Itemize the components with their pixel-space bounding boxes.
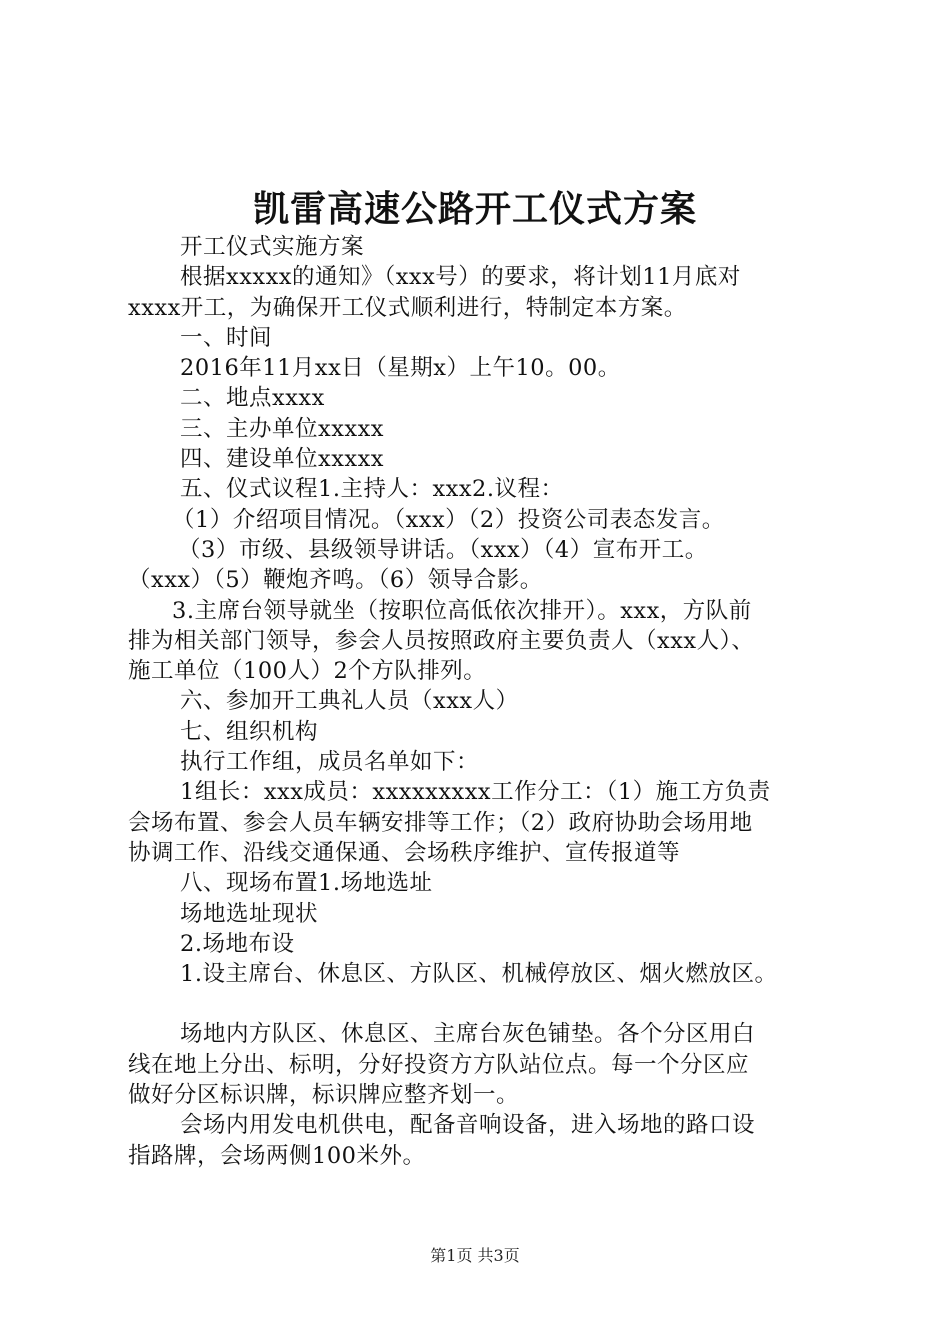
section-heading: 六、参加开工典礼人员（xxx人） bbox=[180, 688, 519, 715]
paragraph-line: xxxx开工，为确保开工仪式顺利进行，特制定本方案。 bbox=[128, 294, 687, 321]
paragraph-line: 2.场地布设 bbox=[180, 930, 295, 957]
paragraph-line: 会场内用发电机供电，配备音响设备，进入场地的路口设 bbox=[180, 1112, 756, 1139]
paragraph-line: 场地内方队区、休息区、主席台灰色铺垫。各个分区用白 bbox=[180, 1021, 756, 1048]
paragraph-line: 执行工作组，成员名单如下： bbox=[180, 749, 480, 776]
paragraph-line: 场地选址现状 bbox=[180, 900, 319, 927]
paragraph-line: 协调工作、沿线交通保通、会场秩序维护、宣传报道等 bbox=[128, 839, 681, 866]
section-heading: 五、仪式议程1.主持人：xxx2.议程： bbox=[180, 476, 564, 503]
paragraph-line: 1.设主席台、休息区、方队区、机械停放区、烟火燃放区。 bbox=[180, 961, 778, 988]
section-heading: 四、建设单位xxxxx bbox=[180, 446, 384, 473]
paragraph-line: 开工仪式实施方案 bbox=[180, 234, 365, 260]
paragraph-line: （3）市级、县级领导讲话。（xxx）（4）宣布开工。 bbox=[178, 536, 708, 563]
paragraph-line: （1）介绍项目情况。（xxx）（2）投资公司表态发言。 bbox=[172, 506, 725, 533]
paragraph-line: 2016年11月xx日（星期x）上午10。00。 bbox=[180, 355, 621, 382]
document-title: 凯雷高速公路开工仪式方案 bbox=[252, 188, 697, 230]
paragraph-line: （xxx）（5）鞭炮齐鸣。（6）领导合影。 bbox=[128, 567, 543, 594]
section-heading: 八、现场布置1.场地选址 bbox=[180, 870, 433, 897]
paragraph-line: 做好分区标识牌，标识牌应整齐划一。 bbox=[128, 1082, 520, 1109]
paragraph-line: 排为相关部门领导，参会人员按照政府主要负责人（xxx人）、 bbox=[128, 627, 755, 654]
section-heading: 二、地点xxxx bbox=[180, 385, 325, 412]
section-heading: 七、组织机构 bbox=[180, 718, 319, 745]
section-heading: 一、时间 bbox=[180, 324, 273, 351]
section-heading: 三、主办单位xxxxx bbox=[180, 415, 384, 442]
document-body bbox=[128, 232, 832, 1171]
paragraph-line: 3.主席台领导就坐（按职位高低依次排开）。xxx，方队前 bbox=[172, 597, 752, 624]
paragraph-line: 会场布置、参会人员车辆安排等工作；（2）政府协助会场用地 bbox=[128, 809, 753, 836]
paragraph-line: 根据xxxxx的通知》（xxx号）的要求，将计划11月底对 bbox=[180, 264, 741, 291]
paragraph-line: 施工单位（100人）2个方队排列。 bbox=[128, 658, 487, 685]
paragraph-line: 1组长：xxx成员：xxxxxxxxx工作分工：（1）施工方负责 bbox=[180, 779, 771, 806]
paragraph-line: 指路牌，会场两侧100米外。 bbox=[128, 1142, 426, 1169]
paragraph-line: 线在地上分出、标明，分好投资方方队站位点。每一个分区应 bbox=[128, 1051, 750, 1078]
page-number-footer: 第1页 共3页 bbox=[430, 1246, 520, 1265]
